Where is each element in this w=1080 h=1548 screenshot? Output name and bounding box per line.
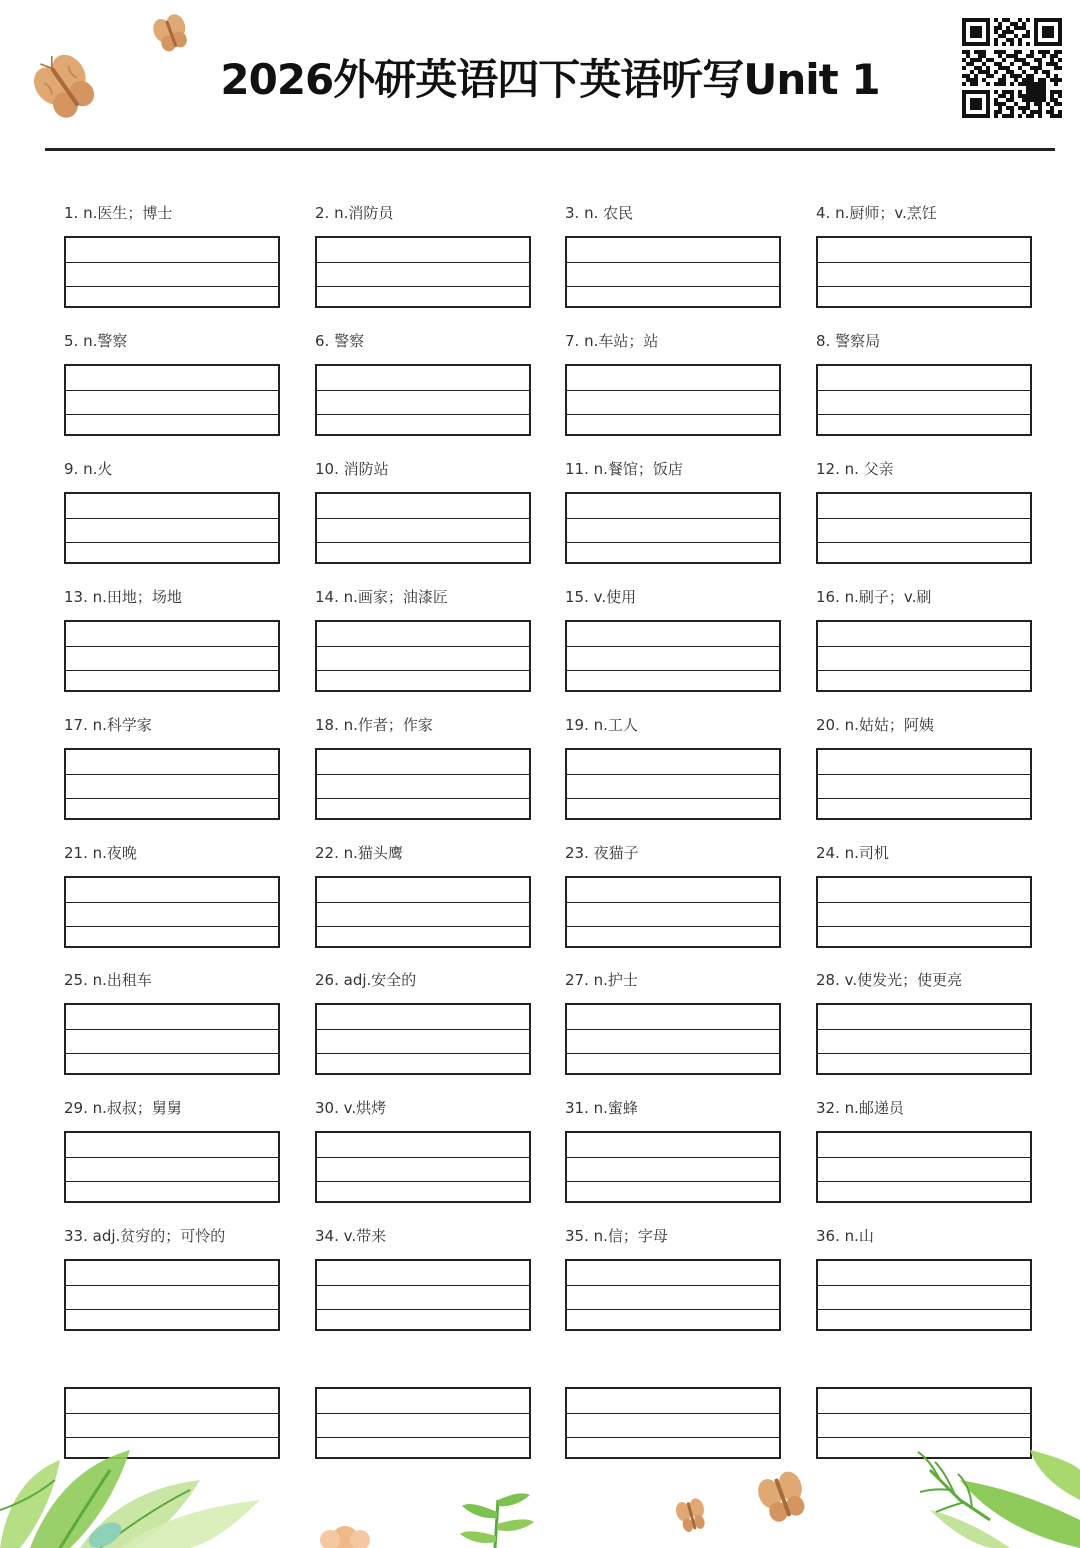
- writing-line: [818, 518, 1030, 519]
- dictation-item: [565, 458, 781, 568]
- writing-line: [567, 1029, 779, 1030]
- dictation-item-label: 23. 夜猫子: [565, 844, 639, 862]
- writing-line: [818, 1181, 1030, 1182]
- writing-line: [66, 1053, 278, 1054]
- dictation-item-label: 2. n.消防员: [315, 204, 394, 222]
- writing-line: [317, 646, 529, 647]
- dictation-item: [315, 202, 531, 312]
- writing-line: [66, 518, 278, 519]
- writing-line: [567, 798, 779, 799]
- dictation-item-label: 12. n. 父亲: [816, 460, 894, 478]
- writing-line: [66, 774, 278, 775]
- dictation-item-label: 15. v.使用: [565, 588, 637, 606]
- writing-box[interactable]: [816, 620, 1032, 692]
- writing-box[interactable]: [315, 1003, 531, 1075]
- writing-line: [317, 670, 529, 671]
- dictation-item-label: 32. n.邮递员: [816, 1099, 904, 1117]
- writing-line: [317, 774, 529, 775]
- writing-line: [818, 1053, 1030, 1054]
- writing-line: [317, 1053, 529, 1054]
- writing-box[interactable]: [565, 492, 781, 564]
- dictation-item: [315, 1097, 531, 1207]
- writing-line: [818, 774, 1030, 775]
- writing-box[interactable]: [816, 748, 1032, 820]
- dictation-item-label: 13. n.田地；场地: [64, 588, 182, 606]
- dictation-item: [565, 969, 781, 1079]
- writing-line: [567, 1181, 779, 1182]
- writing-line: [567, 1157, 779, 1158]
- writing-line: [317, 1285, 529, 1286]
- writing-line: [818, 286, 1030, 287]
- dictation-item: [315, 1225, 531, 1335]
- dictation-item-label: 21. n.夜晚: [64, 844, 137, 862]
- footer-leaves-decoration: [0, 1440, 1080, 1548]
- writing-box[interactable]: [816, 236, 1032, 308]
- butterfly-footer-large-icon: [754, 1468, 811, 1525]
- writing-line: [317, 414, 529, 415]
- writing-line: [317, 1309, 529, 1310]
- writing-box[interactable]: [816, 1131, 1032, 1203]
- writing-line: [818, 414, 1030, 415]
- writing-box[interactable]: [64, 236, 280, 308]
- writing-line: [66, 798, 278, 799]
- writing-line: [567, 390, 779, 391]
- dictation-item-label: 35. n.信；字母: [565, 1227, 668, 1245]
- writing-box[interactable]: [64, 876, 280, 948]
- writing-line: [818, 902, 1030, 903]
- dictation-item-label: 14. n.画家；油漆匠: [315, 588, 448, 606]
- writing-box[interactable]: [565, 748, 781, 820]
- writing-box[interactable]: [64, 620, 280, 692]
- writing-line: [317, 286, 529, 287]
- dictation-item-label: 30. v.烘烤: [315, 1099, 387, 1117]
- leaf-cluster-right-icon: [918, 1450, 1080, 1548]
- writing-box[interactable]: [565, 1259, 781, 1331]
- writing-box[interactable]: [565, 236, 781, 308]
- writing-line: [818, 670, 1030, 671]
- writing-line: [567, 926, 779, 927]
- writing-box[interactable]: [315, 236, 531, 308]
- writing-line: [66, 1157, 278, 1158]
- writing-line: [317, 1157, 529, 1158]
- writing-box[interactable]: [315, 876, 531, 948]
- dictation-item: [315, 330, 531, 440]
- writing-box[interactable]: [315, 1259, 531, 1331]
- dictation-item-label: 16. n.刷子；v.刷: [816, 588, 932, 606]
- writing-line: [567, 670, 779, 671]
- dictation-item-label: 18. n.作者；作家: [315, 716, 433, 734]
- dictation-item: [64, 458, 280, 568]
- writing-box[interactable]: [816, 364, 1032, 436]
- dictation-item: [816, 969, 1032, 1079]
- dictation-item-label: 7. n.车站；站: [565, 332, 659, 350]
- writing-line: [818, 646, 1030, 647]
- writing-box[interactable]: [64, 492, 280, 564]
- writing-line: [567, 646, 779, 647]
- writing-line: [818, 390, 1030, 391]
- dictation-item-label: 3. n. 农民: [565, 204, 634, 222]
- dictation-item-label: 24. n.司机: [816, 844, 889, 862]
- writing-line: [66, 390, 278, 391]
- writing-line: [317, 1437, 529, 1438]
- writing-line: [66, 414, 278, 415]
- writing-line: [818, 1157, 1030, 1158]
- writing-line: [317, 926, 529, 927]
- dictation-item-label: 8. 警察局: [816, 332, 881, 350]
- writing-line: [66, 1285, 278, 1286]
- dictation-item: [565, 202, 781, 312]
- dictation-item-label: 1. n.医生；博士: [64, 204, 173, 222]
- writing-line: [66, 1413, 278, 1414]
- writing-line: [567, 902, 779, 903]
- flower-icon: [320, 1526, 370, 1548]
- writing-line: [66, 286, 278, 287]
- writing-box[interactable]: [64, 748, 280, 820]
- dictation-item: [64, 1225, 280, 1335]
- dictation-item-label: 28. v.使发光；使更亮: [816, 971, 963, 989]
- writing-line: [567, 1437, 779, 1438]
- writing-box[interactable]: [565, 1131, 781, 1203]
- writing-line: [317, 1413, 529, 1414]
- writing-box[interactable]: [565, 876, 781, 948]
- dictation-item: [816, 586, 1032, 696]
- writing-box[interactable]: [315, 620, 531, 692]
- dictation-item-label: 10. 消防站: [315, 460, 389, 478]
- writing-line: [317, 518, 529, 519]
- dictation-item-label: 11. n.餐馆；饭店: [565, 460, 683, 478]
- writing-line: [567, 1053, 779, 1054]
- dictation-item: [816, 714, 1032, 824]
- writing-line: [567, 286, 779, 287]
- writing-box[interactable]: [565, 1003, 781, 1075]
- dictation-item-label: 31. n.蜜蜂: [565, 1099, 638, 1117]
- dictation-item-label: 6. 警察: [315, 332, 365, 350]
- dictation-item: [816, 1097, 1032, 1207]
- dictation-item: [315, 586, 531, 696]
- dictation-item-label: 4. n.厨师；v.烹饪: [816, 204, 937, 222]
- dictation-item-label: 36. n.山: [816, 1227, 874, 1245]
- dictation-item: [315, 714, 531, 824]
- dictation-item: [64, 842, 280, 952]
- writing-box[interactable]: [816, 1003, 1032, 1075]
- writing-line: [818, 1437, 1030, 1438]
- writing-box[interactable]: [315, 748, 531, 820]
- writing-line: [317, 1181, 529, 1182]
- dictation-item: [565, 1225, 781, 1335]
- dictation-item-label: 25. n.出租车: [64, 971, 152, 989]
- writing-box[interactable]: [64, 1259, 280, 1331]
- writing-line: [317, 902, 529, 903]
- writing-line: [567, 1309, 779, 1310]
- dictation-item: [64, 714, 280, 824]
- writing-line: [818, 1029, 1030, 1030]
- writing-line: [818, 1309, 1030, 1310]
- writing-line: [567, 1285, 779, 1286]
- writing-line: [66, 926, 278, 927]
- dictation-item: [64, 586, 280, 696]
- writing-line: [818, 1413, 1030, 1414]
- plant-sprout-icon: [460, 1493, 534, 1548]
- dictation-item: [816, 458, 1032, 568]
- dictation-item-label: 29. n.叔叔；舅舅: [64, 1099, 182, 1117]
- writing-line: [818, 926, 1030, 927]
- dictation-item-label: 9. n.火: [64, 460, 113, 478]
- writing-line: [66, 1309, 278, 1310]
- writing-line: [317, 1029, 529, 1030]
- writing-box[interactable]: [315, 492, 531, 564]
- dictation-item: [565, 1097, 781, 1207]
- writing-box[interactable]: [816, 876, 1032, 948]
- dictation-item-label: 20. n.姑姑；阿姨: [816, 716, 934, 734]
- writing-box[interactable]: [816, 492, 1032, 564]
- dictation-item: [64, 1097, 280, 1207]
- dictation-item: [816, 842, 1032, 952]
- dictation-item: [64, 330, 280, 440]
- leaf-cluster-left-icon: [0, 1450, 260, 1548]
- dictation-item: [315, 458, 531, 568]
- dictation-item: [565, 330, 781, 440]
- writing-line: [567, 774, 779, 775]
- dictation-item: [64, 969, 280, 1079]
- writing-line: [567, 414, 779, 415]
- dictation-item-label: 26. adj.安全的: [315, 971, 417, 989]
- writing-line: [567, 262, 779, 263]
- writing-line: [567, 1413, 779, 1414]
- writing-box[interactable]: [64, 1131, 280, 1203]
- writing-box[interactable]: [315, 364, 531, 436]
- dictation-item: [565, 842, 781, 952]
- writing-line: [66, 262, 278, 263]
- writing-line: [567, 542, 779, 543]
- writing-line: [317, 390, 529, 391]
- writing-line: [66, 542, 278, 543]
- dictation-item-label: 27. n.护士: [565, 971, 638, 989]
- dictation-item-label: 17. n.科学家: [64, 716, 152, 734]
- writing-line: [66, 902, 278, 903]
- writing-box[interactable]: [64, 1003, 280, 1075]
- writing-box[interactable]: [315, 1131, 531, 1203]
- dictation-item: [816, 202, 1032, 312]
- dictation-item: [816, 330, 1032, 440]
- writing-line: [818, 1285, 1030, 1286]
- writing-box[interactable]: [565, 364, 781, 436]
- dictation-item: [816, 1225, 1032, 1335]
- dictation-item: [565, 714, 781, 824]
- page-title: 2026外研英语四下英语听写Unit 1: [220, 55, 880, 104]
- writing-line: [567, 518, 779, 519]
- writing-line: [317, 542, 529, 543]
- dictation-item: [315, 969, 531, 1079]
- writing-line: [818, 542, 1030, 543]
- butterfly-footer-small-icon: [674, 1497, 709, 1534]
- dictation-item-label: 22. n.猫头鹰: [315, 844, 403, 862]
- writing-line: [66, 1029, 278, 1030]
- dictation-item-label: 5. n.警察: [64, 332, 128, 350]
- writing-box[interactable]: [64, 364, 280, 436]
- dictation-item: [565, 586, 781, 696]
- dictation-item: [64, 202, 280, 312]
- dictation-item-label: 33. adj.贫穷的；可怜的: [64, 1227, 226, 1245]
- writing-box[interactable]: [816, 1259, 1032, 1331]
- writing-box[interactable]: [565, 620, 781, 692]
- writing-line: [66, 670, 278, 671]
- dictation-item-label: 34. v.带来: [315, 1227, 387, 1245]
- writing-line: [818, 262, 1030, 263]
- dictation-item: [315, 842, 531, 952]
- writing-line: [66, 1437, 278, 1438]
- writing-line: [66, 646, 278, 647]
- writing-line: [818, 798, 1030, 799]
- writing-line: [317, 262, 529, 263]
- dictation-item-label: 19. n.工人: [565, 716, 638, 734]
- writing-line: [66, 1181, 278, 1182]
- writing-line: [317, 798, 529, 799]
